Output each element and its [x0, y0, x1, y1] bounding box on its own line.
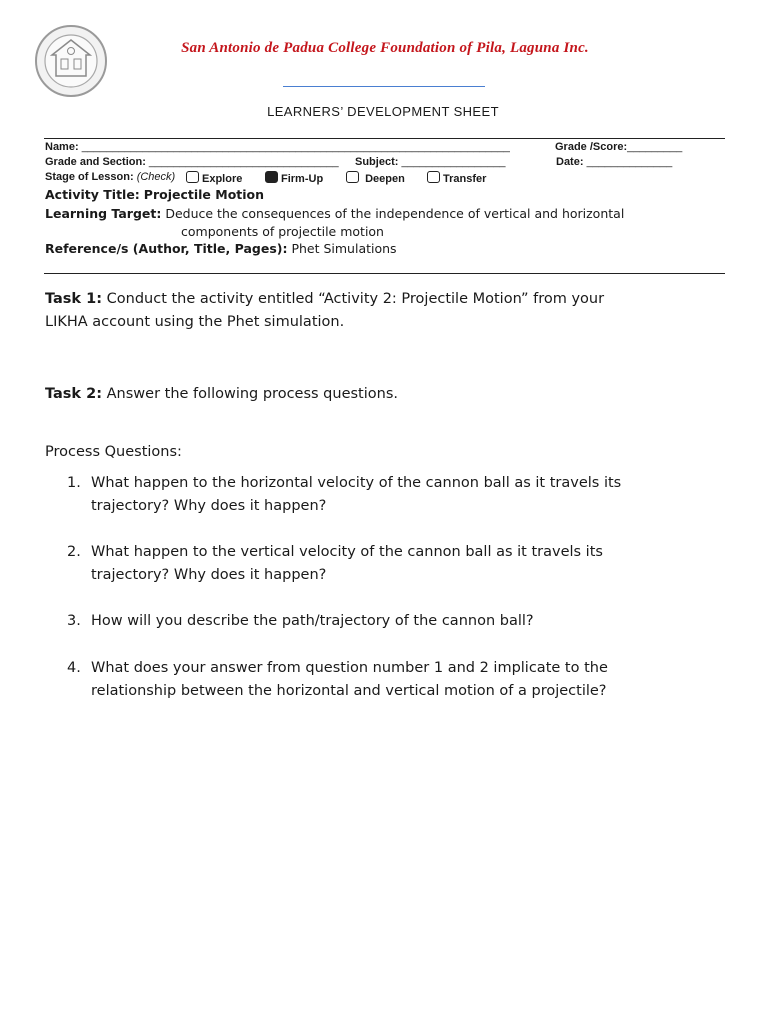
subject-label: Subject:: [355, 156, 399, 168]
grade-score-field[interactable]: [555, 141, 682, 153]
question-text-continued: trajectory? Why does it happen?: [91, 498, 327, 514]
header-top-rule: [44, 138, 725, 139]
learning-target-continued: components of projectile motion: [181, 224, 384, 239]
grade-section-label: Grade and Section:: [45, 156, 146, 168]
learning-target: [45, 206, 624, 221]
stage-label: Stage of Lesson:: [45, 171, 134, 183]
task-1-text: Conduct the activity entitled “Activity 2: Projectile Motion” from your: [106, 291, 605, 307]
task-2-label: Task 2:: [45, 386, 103, 402]
question-number: 2.: [67, 544, 81, 560]
stage-of-lesson: [45, 171, 175, 183]
task-1: [45, 288, 735, 334]
subject-blank[interactable]: _________________: [401, 156, 506, 168]
stage-option-deepen[interactable]: [346, 171, 405, 185]
grade-section-blank[interactable]: _______________________________: [148, 156, 339, 168]
date-blank[interactable]: ______________: [586, 156, 673, 168]
question-number: 3.: [67, 613, 81, 629]
sheet-title: LEARNERS’ DEVELOPMENT SHEET: [267, 104, 499, 119]
activity-title: [45, 187, 264, 202]
process-question-3: [67, 610, 717, 633]
question-number: 4.: [67, 660, 81, 676]
process-question-4: [67, 657, 717, 703]
learning-target-label: Learning Target:: [45, 206, 162, 221]
grade-section-field[interactable]: [45, 156, 339, 168]
question-text-continued: relationship between the horizontal and vertical motion of a projectile?: [91, 683, 607, 699]
process-question-2: [67, 541, 717, 587]
question-text: How will you describe the path/trajectory of the cannon ball?: [91, 613, 534, 629]
stage-check-hint: (Check): [136, 171, 176, 183]
reference-value: Phet Simulations: [291, 241, 397, 256]
question-number: 1.: [67, 475, 81, 491]
task-2-text: Answer the following process questions.: [106, 386, 398, 402]
title-underline: [283, 86, 485, 87]
checkbox-deepen[interactable]: [346, 171, 359, 183]
stage-option-label: Transfer: [443, 173, 487, 185]
name-label: Name:: [45, 141, 79, 153]
task-1-text-continued: LIKHA account using the Phet simulation.: [45, 314, 345, 330]
stage-option-label: Firm-Up: [281, 173, 324, 185]
question-text: What happen to the vertical velocity of the cannon ball as it travels its: [91, 544, 603, 560]
name-blank[interactable]: ______________________________________________________________________: [81, 141, 510, 153]
process-questions-heading: Process Questions:: [45, 444, 182, 460]
task-2: [45, 383, 398, 406]
stage-option-label: Explore: [202, 173, 243, 185]
stage-option-firm-up[interactable]: [265, 171, 323, 185]
grade-score-blank[interactable]: _________: [627, 141, 683, 153]
stage-option-explore[interactable]: [186, 171, 242, 185]
question-text-continued: trajectory? Why does it happen?: [91, 567, 327, 583]
stage-option-label: Deepen: [365, 173, 405, 185]
checkbox-explore[interactable]: [186, 171, 199, 183]
stage-option-transfer[interactable]: [427, 171, 486, 185]
checkbox-transfer[interactable]: [427, 171, 440, 183]
reference: [45, 241, 397, 256]
subject-field[interactable]: [355, 156, 505, 168]
learning-target-text: Deduce the consequences of the independence of vertical and horizontal: [165, 206, 625, 221]
question-text: What does your answer from question number 1 and 2 implicate to the: [91, 660, 608, 676]
reference-label: Reference/s (Author, Title, Pages):: [45, 241, 288, 256]
date-label: Date:: [556, 156, 584, 168]
grade-score-label: Grade /Score:: [555, 141, 628, 153]
checkbox-firm-up[interactable]: [265, 171, 278, 183]
date-field[interactable]: [556, 156, 672, 168]
task-1-label: Task 1:: [45, 291, 103, 307]
school-seal-logo: [34, 24, 108, 98]
activity-title-label: Activity Title:: [45, 187, 140, 202]
activity-title-value: Projectile Motion: [143, 187, 265, 202]
school-name: San Antonio de Padua College Foundation of Pila, Laguna Inc.: [181, 40, 589, 56]
question-text: What happen to the horizontal velocity of the cannon ball as it travels its: [91, 475, 622, 491]
name-field[interactable]: [45, 141, 510, 153]
header-bottom-rule: [44, 273, 725, 274]
process-question-1: [67, 472, 717, 518]
